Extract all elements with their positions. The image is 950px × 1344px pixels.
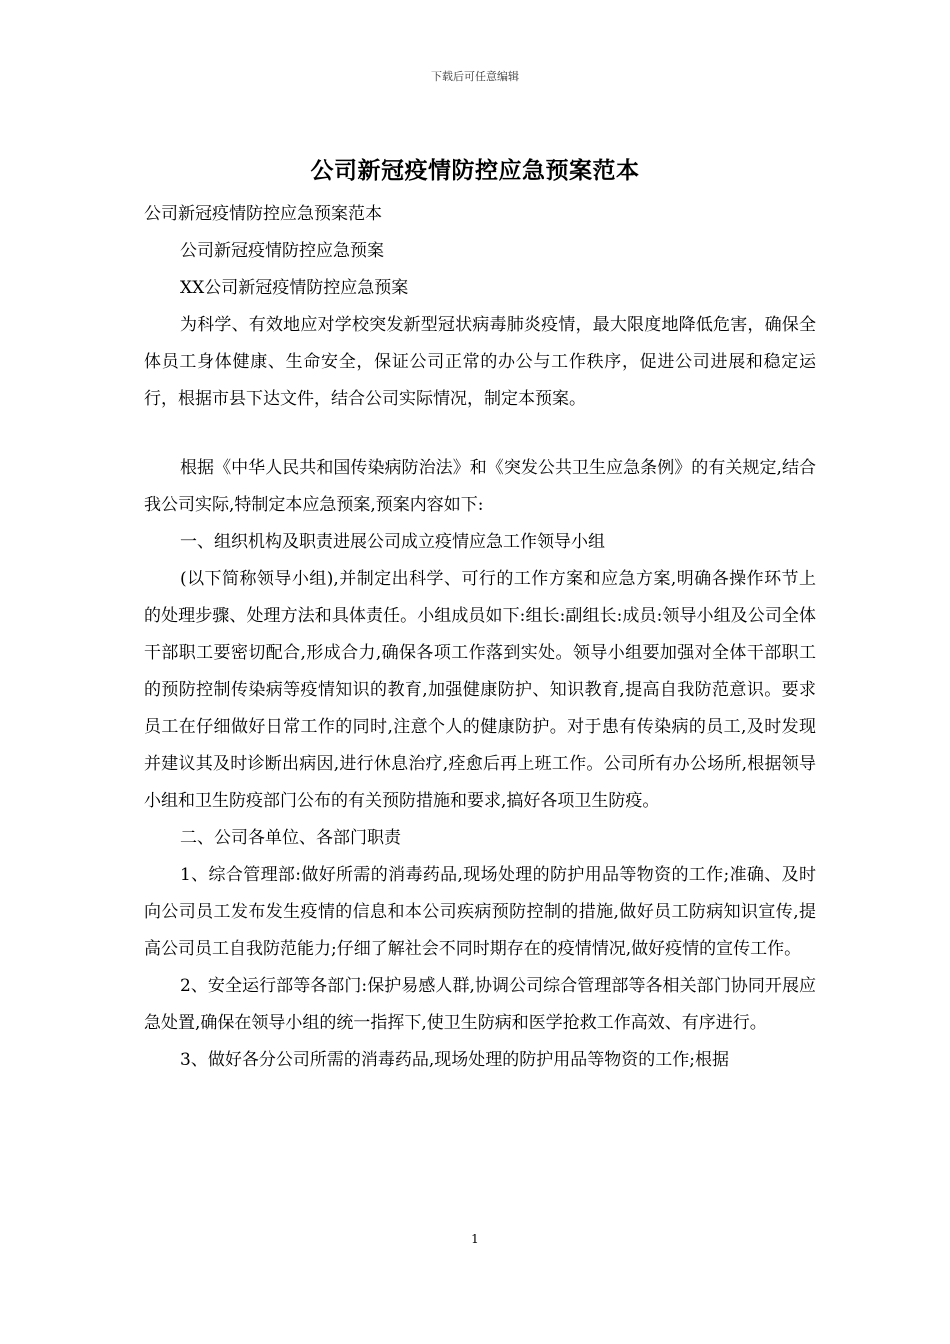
paragraph: 3、做好各分公司所需的消毒药品,现场处理的防护用品等物资的工作;根据 [180,1050,729,1070]
paragraph: (以下简称领导小组),并制定出科学、可行的工作方案和应急方案,明确各操作环节上的处理步骤、处理方法和具体责任。小组成员如下:组长:副组长:成员:领导小组及公司全体干部职工要密切配合,形成合力,确保各项工作落到实处。领导小组要加强对全体干部职工的预防控制传染病等疫情知识的教育,加强健康防护、知识教育,提高自我防范意识。要求员工在仔细做好日常工作的同时,注意个人的健康防护。对于患有传染病的员工,及时发现并建议其及时诊断出病因,进行休息治疗,痊愈后再上班工作。公司所有办公场所,根据领导小组和卫生防疫部门公布的有关预防措施和要求,搞好各项卫生防疫。 [144,569,816,811]
paragraph: 2、安全运行部等各部门:保护易感人群,协调公司综合管理部等各相关部门协同开展应急处置,确保在领导小组的统一指挥下,使卫生防病和医学抢救工作高效、有序进行。 [144,976,816,1033]
page-number: 1 [471,1232,479,1246]
paragraph: XX公司新冠疫情防控应急预案 [180,278,409,298]
paragraph: 公司新冠疫情防控应急预案 [180,241,384,261]
document-body [144,196,816,1079]
paragraph: 公司新冠疫情防控应急预案范本 [144,204,382,224]
paragraph: 一、组织机构及职责进展公司成立疫情应急工作领导小组 [180,532,605,552]
paragraph: 根据《中华人民共和国传染病防治法》和《突发公共卫生应急条例》的有关规定,结合我公司实际,特制定本应急预案,预案内容如下: [144,458,816,515]
paragraph: 为科学、有效地应对学校突发新型冠状病毒肺炎疫情，最大限度地降低危害，确保全体员工身体健康、生命安全，保证公司正常的办公与工作秩序，促进公司进展和稳定运行，根据市县下达文件，结合公司实际情况，制定本预案。 [144,315,816,409]
page-title: 公司新冠疫情防控应急预案范本 [310,157,640,184]
paragraph: 二、公司各单位、各部门职责 [180,828,401,848]
header-note: 下载后可任意编辑 [431,70,519,83]
paragraph: 1、综合管理部:做好所需的消毒药品,现场处理的防护用品等物资的工作;准确、及时向公司员工发布发生疫情的信息和本公司疾病预防控制的措施,做好员工防病知识宣传,提高公司员工自我防范能力;仔细了解社会不同时期存在的疫情情况,做好疫情的宣传工作。 [144,865,816,959]
